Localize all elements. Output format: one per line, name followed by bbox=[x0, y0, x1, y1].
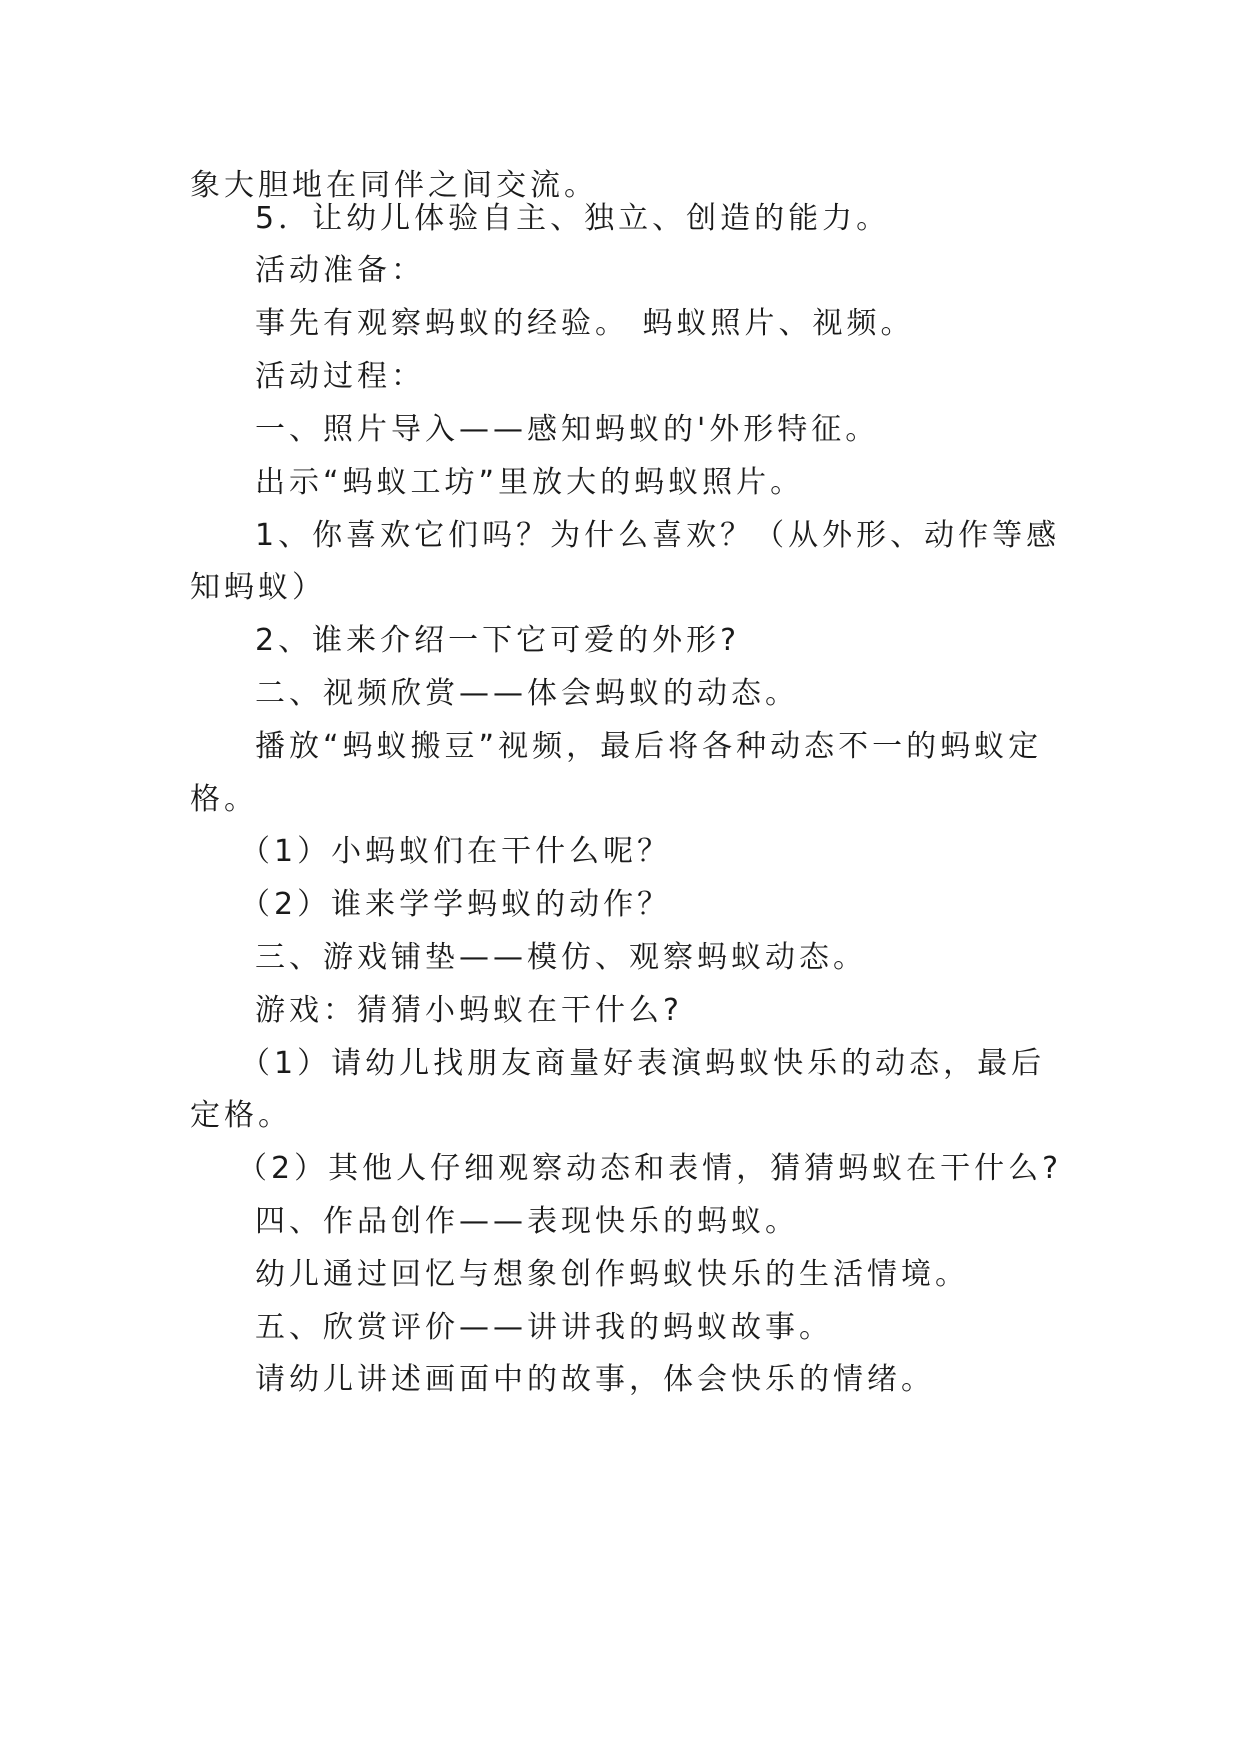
paragraph-line: （1）请幼儿找朋友商量好表演蚂蚁快乐的动态，最后 bbox=[240, 1046, 1046, 1081]
paragraph-line: 播放“蚂蚁搬豆”视频，最后将各种动态不一的蚂蚁定 bbox=[255, 729, 1043, 764]
paragraph-line: 幼儿通过回忆与想象创作蚂蚁快乐的生活情境。 bbox=[255, 1257, 969, 1292]
paragraph-line: 格。 bbox=[190, 782, 258, 817]
paragraph-line: 三、游戏铺垫——模仿、观察蚂蚁动态。 bbox=[255, 940, 867, 975]
paragraph-line: （1）小蚂蚁们在干什么呢？ bbox=[240, 834, 672, 869]
paragraph-line: 请幼儿讲述画面中的故事，体会快乐的情绪。 bbox=[255, 1362, 935, 1397]
paragraph-line: 5．让幼儿体验自主、独立、创造的能力。 bbox=[255, 201, 891, 236]
paragraph-line: 四、作品创作——表现快乐的蚂蚁。 bbox=[255, 1204, 799, 1239]
paragraph-line: 知蚂蚁） bbox=[190, 570, 326, 605]
paragraph-line: 事先有观察蚂蚁的经验。 蚂蚁照片、视频。 bbox=[255, 306, 915, 341]
paragraph-line: （2）其他人仔细观察动态和表情，猜猜蚂蚁在干什么? bbox=[237, 1151, 1063, 1186]
paragraph-line: 象大胆地在同伴之间交流。 bbox=[190, 168, 598, 203]
section-heading: 活动准备： bbox=[255, 253, 425, 288]
paragraph-line: 出示“蚂蚁工坊”里放大的蚂蚁照片。 bbox=[255, 465, 805, 500]
paragraph-line: 一、照片导入——感知蚂蚁的'外形特征。 bbox=[255, 412, 880, 447]
paragraph-line: 二、视频欣赏——体会蚂蚁的动态。 bbox=[255, 676, 799, 711]
paragraph-line: 五、欣赏评价——讲讲我的蚂蚁故事。 bbox=[255, 1310, 833, 1345]
paragraph-line: 1、你喜欢它们吗？为什么喜欢？（从外形、动作等感 bbox=[255, 518, 1061, 553]
section-heading: 活动过程： bbox=[255, 359, 425, 394]
paragraph-line: 游戏：猜猜小蚂蚁在干什么? bbox=[255, 993, 683, 1028]
paragraph-line: 定格。 bbox=[190, 1098, 292, 1133]
paragraph-line: （2）谁来学学蚂蚁的动作？ bbox=[240, 887, 672, 922]
paragraph-line: 2、谁来介绍一下它可爱的外形? bbox=[255, 623, 741, 658]
